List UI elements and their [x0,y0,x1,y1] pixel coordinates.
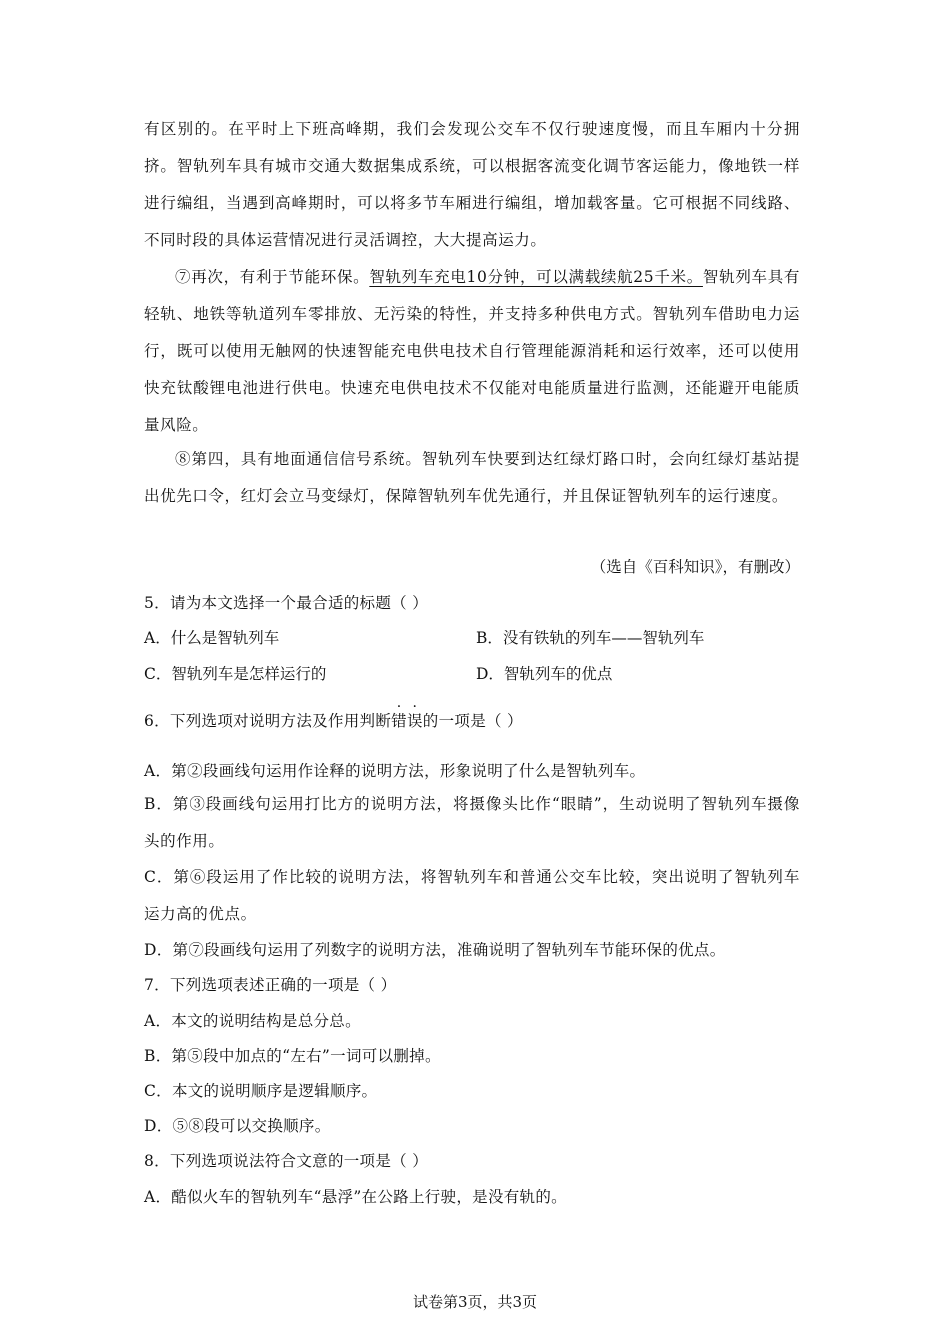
question-7-option-c: C．本文的说明顺序是逻辑顺序。 [144,1082,378,1100]
page-footer: 试卷第3页，共3页 [412,1293,538,1311]
emphasis-dot-char: 误 [406,712,423,730]
question-5-option-d: D．智轨列车的优点 [476,665,613,683]
paragraph-8: ⑧第四，具有地面通信信号系统。智轨列车快要到达红绿灯路口时，会向红绿灯基站提出优先口令，红灯会立马变绿灯，保障智轨列车优先通行，并且保证智轨列车的运行速度。 [144,450,800,505]
question-5-option-b: B．没有铁轨的列车——智轨列车 [476,629,705,647]
question-6-option-b: B．第③段画线句运用打比方的说明方法，将摄像头比作“眼睛”，生动说明了智轨列车摄像头的作用。 [144,795,800,850]
question-8-option-a: A．酷似火车的智轨列车“悬浮”在公路上行驶，是没有轨的。 [144,1188,567,1206]
question-5-stem: 5．请为本文选择一个最合适的标题（ ） [144,594,428,612]
question-8-stem: 8．下列选项说法符合文意的一项是（ ） [144,1152,428,1170]
paragraph-6-continued: 有区别的。在平时上下班高峰期，我们会发现公交车不仅行驶速度慢，而且车厢内十分拥挤。智轨列车具有城市交通大数据集成系统，可以根据客流变化调节客运能力，像地铁一样进行编组，当遇到高峰期时，可以将多节车厢进行编组，增加载客量。它可根据不同线路、不同时段的具体运营情况进行灵活调控，大大提高运力。 [144,120,800,249]
paragraph-7 [144,259,800,444]
question-6-stem: 6．下列选项对说明方法及作用判断错误的一项是（ ） [144,712,523,730]
question-7-stem: 7．下列选项表述正确的一项是（ ） [144,976,397,994]
question-7-option-a: A．本文的说明结构是总分总。 [144,1012,361,1030]
paragraph-7-underlined-sentence: 智轨列车充电10分钟，可以满载续航25千米。 [369,268,703,286]
paragraph-7-intro: ⑦再次，有利于节能环保。 [175,268,370,286]
question-6-option-d: D．第⑦段画线句运用了列数字的说明方法，准确说明了智轨列车节能环保的优点。 [144,941,726,959]
article-source: （选自《百科知识》，有删改） [590,558,800,576]
paragraph-7-body: 智轨列车具有轻轨、地铁等轨道列车零排放、无污染的特性，并支持多种供电方式。智轨列车借助电力运行，既可以使用无触网的快速智能充电供电技术自行管理能源消耗和运行效率，还可以使用快充钛酸锂电池进行供电。快速充电供电技术不仅能对电能质量进行监测，还能避开电能质量风险。 [144,268,800,434]
question-7-option-b: B．第⑤段中加点的“左右”一词可以删掉。 [144,1047,441,1065]
question-5-option-a: A．什么是智轨列车 [144,629,280,647]
emphasis-dot-char: 错 [391,712,407,730]
question-7-option-d: D．⑤⑧段可以交换顺序。 [144,1117,331,1135]
question-5-option-c: C．智轨列车是怎样运行的 [144,665,327,683]
question-6-option-c: C．第⑥段运用了作比较的说明方法，将智轨列车和普通公交车比较，突出说明了智轨列车运力高的优点。 [144,868,800,923]
question-6-option-a: A．第②段画线句运用作诠释的说明方法，形象说明了什么是智轨列车。 [144,762,646,780]
